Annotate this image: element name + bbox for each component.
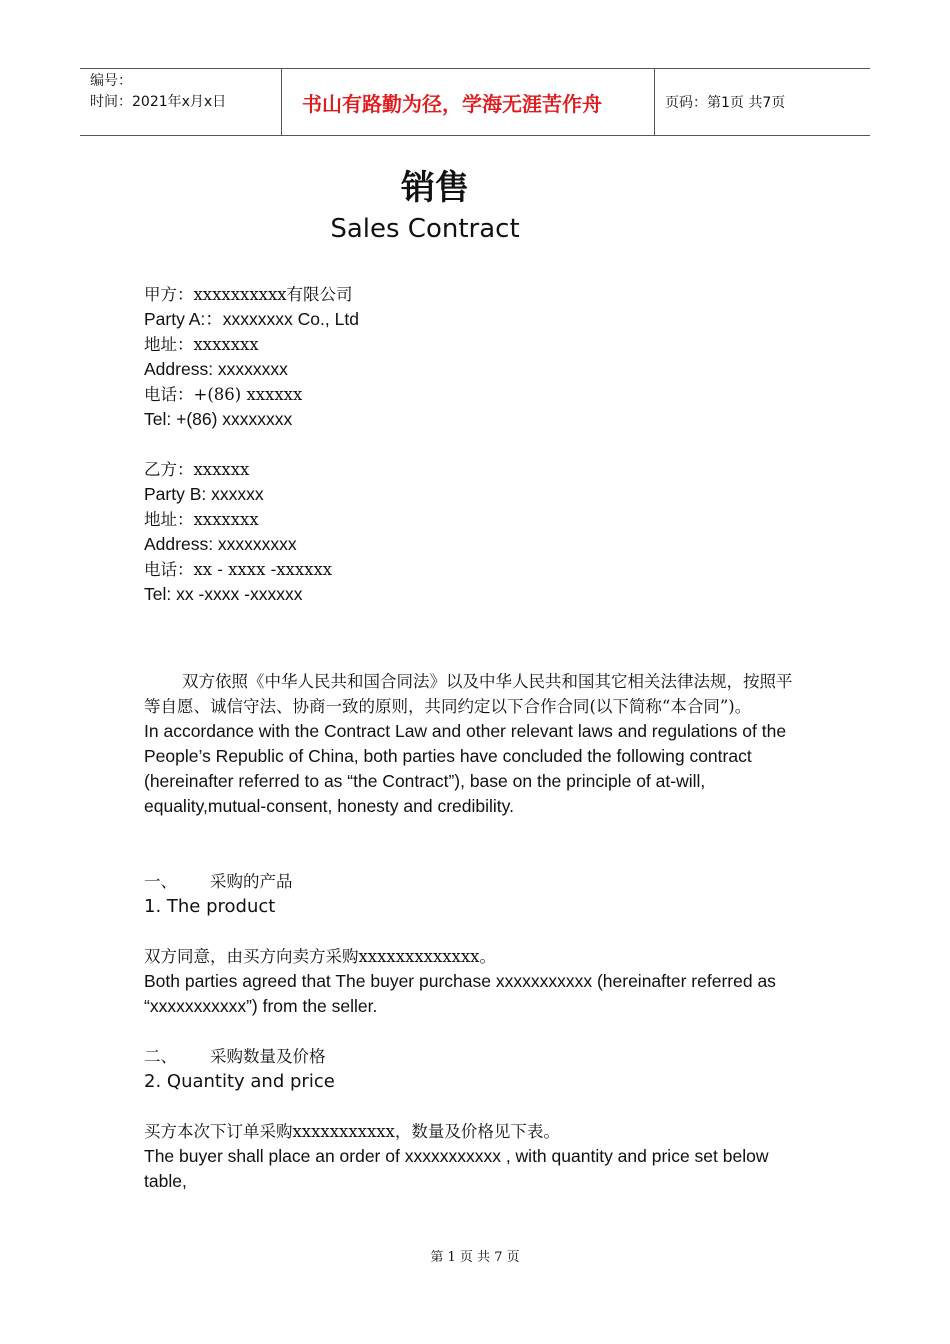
party-a-address-en: Address: xxxxxxxx (144, 359, 288, 379)
section-2-title-cn: 采购数量及价格 (210, 1047, 326, 1066)
header-meta (80, 69, 282, 135)
party-b-tel-en: Tel: xx -xxxx -xxxxxx (144, 584, 303, 604)
section-2-number: 二、 (144, 1047, 177, 1066)
section-1-number: 一、 (144, 872, 177, 891)
section-2-title-en: 2. Quantity and price (144, 1071, 335, 1092)
section-1-body-cn: 双方同意，由买方向卖方采购xxxxxxxxxxxxx。 (144, 947, 496, 966)
party-a-tel-cn: 电话：+(86) xxxxxx (144, 385, 303, 404)
section-1-title-en: 1. The product (144, 896, 276, 917)
header-motto: 书山有路勤为径，学海无涯苦作舟 (282, 69, 655, 135)
section-1 (144, 869, 804, 1019)
title-chinese: 销售 (401, 168, 469, 208)
section-2-body-en: The buyer shall place an order of xxxxxxxxxxx , with quantity and price set below table, (144, 1146, 769, 1191)
title-english: Sales Contract (330, 214, 520, 244)
section-1-heading-cn (144, 869, 804, 894)
party-a-name-en: Party A:：xxxxxxxx Co., Ltd (144, 309, 359, 329)
party-b-name-en: Party B: xxxxxx (144, 484, 264, 504)
document-date: 时间：2021年x月x日 (90, 94, 227, 110)
party-a-name-cn: 甲方：xxxxxxxxxx有限公司 (144, 285, 353, 304)
page-footer: 第 1 页 共 7 页 (430, 1250, 520, 1265)
party-b-block (144, 457, 804, 607)
party-a-block (144, 282, 804, 432)
section-2-heading-cn (144, 1044, 804, 1069)
party-b-name-cn: 乙方：xxxxxx (144, 460, 250, 479)
preamble-en: In accordance with the Contract Law and other relevant laws and regulations of the People’s Republic of China, both parties have concluded the following contract (hereinafter referred to as “the Contract”), base on the principle of at-will, equality,mutual-consent, honesty and credibility. (144, 721, 787, 816)
section-2-body-cn: 买方本次下订单采购xxxxxxxxxxx，数量及价格见下表。 (144, 1122, 560, 1141)
contract-body (144, 282, 804, 1194)
section-1-body-en: Both parties agreed that The buyer purchase xxxxxxxxxxx (hereinafter referred as “xxxxxxxxxxx”) from the seller. (144, 971, 776, 1016)
party-a-tel-en: Tel: +(86) xxxxxxxx (144, 409, 293, 429)
preamble-cn: 双方依照《中华人民共和国合同法》以及中华人民共和国其它相关法律法规，按照平等自愿、诚信守法、协商一致的原则，共同约定以下合作合同(以下简称“本合同”)。 (144, 672, 793, 716)
document-number-label: 编号： (90, 73, 132, 89)
header-page-info: 页码：第1页 共7页 (665, 95, 786, 111)
section-2 (144, 1044, 804, 1194)
preamble (144, 669, 804, 819)
page-header (80, 68, 870, 136)
party-b-tel-cn: 电话：xx - xxxx -xxxxxx (144, 560, 333, 579)
party-b-address-en: Address: xxxxxxxxx (144, 534, 297, 554)
section-1-title-cn: 采购的产品 (210, 872, 293, 891)
party-b-address-cn: 地址：xxxxxxx (144, 510, 259, 529)
party-a-address-cn: 地址：xxxxxxx (144, 335, 259, 354)
